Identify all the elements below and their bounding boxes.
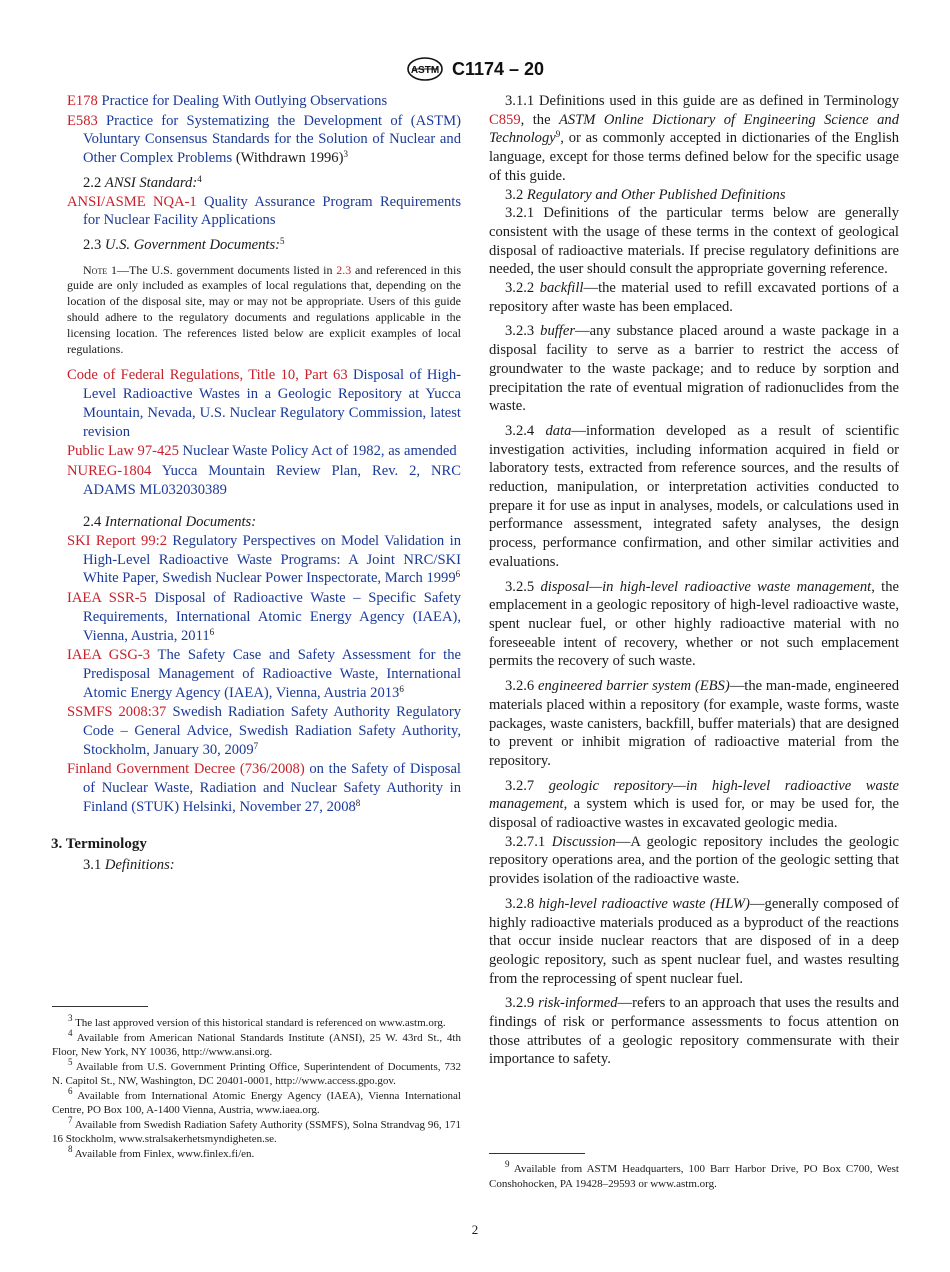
definition-text: , the emplacement in a geologic repository of high-level radioactive waste, spent nuclear fuel, or other highly radioactive material with no foreseeable intent of recovery, whether or not such emplacement permits the recovery of such waste. [489, 578, 899, 670]
definition-term: backfill [539, 280, 584, 297]
page-header [0, 56, 950, 82]
section-number: 2.3 [83, 236, 102, 253]
footnote-text: Available from American National Standards Institute (ANSI), 25 W. 43rd St., 4th Floor, New York, NY 10036, http://www.ansi.org. [52, 1031, 461, 1058]
section-heading-3-1 [67, 856, 461, 875]
reference-title-link[interactable]: Regulatory Perspectives on Model Validation in High-Level Radioactive Waste Programs: A Joint NRC/SKI White Paper, Swedish Nuclear Power Inspectorate, March 1999 [83, 533, 461, 587]
reference-code-link[interactable]: ANSI/ASME NQA-1 [67, 193, 197, 210]
definition-term: Discussion [551, 833, 616, 850]
definition-term: risk-informed [538, 995, 618, 1012]
reference-item [67, 589, 461, 645]
footnote-number: 9 [505, 1159, 510, 1169]
definition-text: —generally composed of highly radioactive materials produced as a byproduct of the reactions that occur inside nuclear reactors that are disposed of in a deep geologic repository, such as spent nuclear fuel, and wastes resulting from the reprocessing of spent nuclear fuel. [489, 895, 899, 987]
footnote-marker[interactable]: 8 [355, 797, 361, 808]
section-heading-2-3 [67, 236, 461, 255]
reference-withdrawn-note: (Withdrawn 1996) [232, 150, 344, 167]
definition-buffer [489, 322, 899, 416]
reference-item [67, 193, 461, 230]
reference-code-link[interactable]: Finland Government Decree (736/2008) [67, 761, 305, 778]
svg-text:ASTM: ASTM [410, 65, 440, 76]
section-number: 3.2.7 [505, 777, 535, 794]
section-title: ANSI Standard: [104, 174, 198, 191]
definition-term: buffer [540, 323, 576, 340]
reference-code-link[interactable]: E583 [67, 112, 98, 129]
definition-term: data [545, 422, 572, 439]
section-number: 2.2 [83, 174, 102, 191]
astm-logo-icon [406, 56, 444, 82]
footnote-number: 5 [68, 1056, 73, 1067]
section-number: 3.2.8 [505, 895, 535, 912]
definition-term: disposal—in high-level radioactive waste management [540, 578, 872, 595]
reference-code-link[interactable]: NUREG-1804 [67, 462, 152, 479]
definition-term: engineered barrier system (EBS) [538, 678, 730, 695]
footnote-item [52, 1143, 461, 1162]
footnote-marker[interactable]: 6 [209, 626, 215, 637]
reference-code-link[interactable]: C859 [489, 111, 521, 128]
footnote-text: Available from ASTM Headquarters, 100 Barr Harbor Drive, PO Box C700, West Conshohocken, PA 19428–29593 or www.astm.org. [489, 1163, 899, 1190]
section-number: 3.2.4 [505, 422, 535, 439]
references-top [67, 92, 461, 168]
reference-item [67, 760, 461, 816]
right-column [489, 92, 899, 1069]
section-number: 3.2.6 [505, 678, 535, 695]
section-heading-2-4 [67, 513, 461, 532]
reference-title-link[interactable]: Yucca Mountain Review Plan, Rev. 2, NRC ADAMS ML032030389 [83, 462, 462, 498]
section-number: 2.4 [83, 514, 102, 531]
section-title: Terminology [65, 835, 147, 852]
section-title: Definitions: [104, 857, 175, 874]
definition-text: —A geologic repository includes the geologic repository operations area, and the portion of the geologic setting that provides isolation of the radioactive waste. [489, 833, 899, 888]
reference-code-link[interactable]: Public Law 97-425 [67, 443, 179, 460]
footnote-item [489, 1159, 899, 1191]
reference-code-link[interactable]: SSMFS 2008:37 [67, 704, 167, 721]
section-number: 3.2.2 [505, 280, 535, 297]
reference-item [67, 703, 461, 759]
footnote-marker[interactable]: 9 [555, 129, 561, 140]
reference-code-link[interactable]: E178 [67, 93, 98, 109]
footnote-number: 3 [68, 1013, 73, 1023]
footnote-marker[interactable]: 6 [399, 683, 404, 694]
note-label: Note 1 [83, 262, 117, 277]
reference-item [67, 366, 461, 441]
footnote-item [52, 1085, 461, 1118]
section-number: 3.1 [83, 857, 102, 874]
page-number: 2 [471, 1222, 479, 1237]
footnote-number: 7 [68, 1114, 73, 1125]
reference-title-link[interactable]: Nuclear Waste Policy Act of 1982, as amended [182, 443, 457, 460]
references-us [67, 366, 461, 499]
footnote-text: Available from International Atomic Energy Agency (IAEA), Vienna International Centre, PO Box 100, A-1400 Vienna, Austria, www.iaea.org. [52, 1089, 461, 1116]
paragraph-3-2-1 [489, 204, 899, 279]
note-text: —The U.S. government documents listed in [117, 262, 337, 277]
reference-title-link[interactable]: Practice for Dealing With Outlying Observations [101, 93, 388, 109]
definition-term: high-level radioactive waste (HLW) [538, 895, 750, 912]
section-number: 3. [51, 835, 63, 852]
footnote-item [52, 1114, 461, 1147]
definition-text: , a system which is used for, or may be used for, the disposal of radioactive wastes in excavated geologic media. [489, 796, 899, 832]
section-title: International Documents: [104, 514, 257, 531]
definition-text: —the man-made, engineered materials placed within a repository (for example, waste forms, waste packages, waste canisters, backfill, buffer materials) that are designed to prevent or inhibit migration of radioactive material from the repository. [489, 678, 899, 769]
definition-backfill [489, 279, 899, 316]
footnote-number: 6 [68, 1085, 73, 1096]
definition-hlw [489, 895, 899, 989]
section-heading-2-2 [67, 174, 461, 193]
reference-item [67, 112, 461, 168]
reference-title-link[interactable]: Swedish Radiation Safety Authority Regulatory Code – General Advice, Swedish Radiation Safety Authority, Stockholm, January 30, 2009 [83, 704, 461, 758]
section-heading-3-2 [489, 186, 899, 205]
definition-data [489, 422, 899, 572]
section-number: 3.2 [505, 186, 524, 203]
definition-text: —the material used to refill excavated portions of a repository after waste has been emplaced. [489, 280, 900, 315]
section-link[interactable]: 2.3 [336, 262, 352, 277]
reference-item [67, 462, 461, 499]
reference-item [67, 532, 461, 588]
note-1 [67, 263, 461, 358]
left-column [51, 92, 462, 875]
footnote-text: Available from Finlex, www.finlex.fi/en. [74, 1147, 255, 1160]
section-title: Regulatory and Other Published Definitions [526, 186, 786, 203]
footnote-marker[interactable]: 6 [455, 569, 461, 580]
definition-text: —information developed as a result of scientific investigation activities, including information acquired in field or laboratory tests, extracted from reference sources, and the results of reduction, manipulation, or interpretation activities conducted to prepare it for use as input in analyses, models, or calculations used in performance assessment, integrated safety analyses, the design process, performance confirmation, and other similar activities and evaluations. [489, 422, 899, 570]
section-number: 3.2.9 [505, 995, 535, 1012]
footnotes-left [52, 1013, 461, 1161]
section-number: 3.2.7.1 [505, 833, 546, 850]
definition-geologic-repository [489, 777, 899, 833]
definition-term: geologic repository—in high-level radioactive waste management [489, 777, 899, 813]
footnote-marker[interactable]: 5 [280, 235, 285, 246]
section-title: U.S. Government Documents: [104, 236, 280, 253]
reference-title-link[interactable]: Quality Assurance Program Requirements for Nuclear Facility Applications [83, 193, 462, 229]
definition-risk-informed [489, 994, 899, 1069]
paragraph-text: Definitions of the particular terms below are generally consistent with the usage of these terms in the context of geological disposal of radioactive materials. If precise regulatory definitions are needed, the user should consult the appropriate governing reference. [489, 205, 899, 278]
footnote-number: 8 [68, 1143, 73, 1154]
footnote-item [52, 1013, 461, 1031]
reference-code-link[interactable]: Code of Federal Regulations, Title 10, Part 63 [67, 367, 348, 384]
reference-item [67, 646, 461, 702]
reference-item [67, 92, 461, 111]
definition-discussion [489, 833, 899, 889]
reference-title-link[interactable]: The Safety Case and Safety Assessment for the Predisposal Management of Radioactive Waste, International Atomic Energy Agency (IAEA), Vienna, Austria 2013 [83, 647, 462, 701]
footnote-divider [52, 1006, 148, 1007]
definition-disposal [489, 578, 899, 672]
paragraph-text: Definitions used in this guide are as defined in Terminology [534, 93, 899, 109]
section-heading-3 [51, 835, 461, 854]
section-number: 3.2.5 [505, 578, 535, 595]
note-text: and referenced in this guide are only included as examples of local regulations that, depending on the location of the disposal site, may or may not be appropriate. Users of this guide should adhere to the regulatory documents and regulations applicable in the licensing location. The references listed below are explicit examples of local regulations. [67, 262, 461, 356]
reference-code-link[interactable]: IAEA SSR-5 [67, 590, 147, 607]
reference-title-link[interactable]: on the Safety of Disposal of Nuclear Waste, Radiation and Nuclear Safety Authority in Finland (STUK) Helsinki, November 27, 2008 [83, 761, 461, 815]
reference-title-link[interactable]: Disposal of High-Level Radioactive Wastes in a Geologic Repository at Yucca Mountain, Nevada, U.S. Nuclear Regulatory Commission, latest revision [83, 367, 461, 440]
paragraph-text: , the [520, 111, 559, 128]
footnote-text: The last approved version of this historical standard is referenced on www.astm.org. [75, 1017, 446, 1029]
footnote-number: 4 [68, 1027, 73, 1038]
section-number: 3.2.3 [505, 323, 535, 340]
footnote-item [52, 1056, 461, 1089]
footnote-text: Available from Swedish Radiation Safety Authority (SSMFS), Solna Strandvag 96, 171 16 Stockholm, www.stralsakerhetsmyndigheten.se. [52, 1118, 461, 1145]
footnote-marker[interactable]: 4 [197, 173, 202, 184]
footnote-marker[interactable]: 3 [343, 149, 348, 160]
footnotes-right [489, 1159, 899, 1191]
footnote-marker[interactable]: 7 [253, 740, 259, 751]
paragraph-text: , or as commonly accepted in dictionaries of the English language, except for those terms defined below for the specific usage of this guide. [489, 130, 899, 184]
section-number: 3.2.1 [505, 205, 535, 222]
reference-code-link[interactable]: SKI Report 99:2 [67, 533, 167, 550]
definition-text: —refers to an approach that uses the results and findings of risk or performance assessments to focus attention on those attributes of a geologic repository commensurate with their importance to safety. [489, 995, 899, 1068]
paragraph-3-1-1 [489, 92, 899, 186]
references-international [67, 532, 461, 817]
reference-title-link[interactable]: Disposal of Radioactive Waste – Specific Safety Requirements, International Atomic Energy Agency (IAEA), Vienna, Austria, 2011 [83, 590, 461, 644]
section-number: 3.1.1 [505, 93, 535, 109]
reference-item [67, 442, 461, 461]
footnote-item [52, 1027, 461, 1060]
definition-text: —any substance placed around a waste package in a disposal facility to serve as a barrier to restrict the access of groundwater to the waste package; and to reduce by sorption and precipitation the rate of eventual migration of radionuclides from the waste. [489, 323, 900, 415]
standard-code: C1174 – 20 [451, 58, 545, 79]
reference-title-link[interactable]: Practice for Systematizing the Development of (ASTM) Voluntary Consensus Standards for the Solution of Nuclear and Other Complex Problems [83, 112, 461, 167]
footnote-divider [489, 1153, 585, 1154]
footnote-text: Available from U.S. Government Printing Office, Superintendent of Documents, 732 N. Capitol St., NW, Washington, DC 20401-0001, http://www.access.gpo.gov. [52, 1060, 461, 1087]
dictionary-title: ASTM Online Dictionary of Engineering Science and Technology [489, 111, 899, 147]
reference-code-link[interactable]: IAEA GSG-3 [67, 647, 151, 664]
definition-ebs [489, 677, 899, 771]
